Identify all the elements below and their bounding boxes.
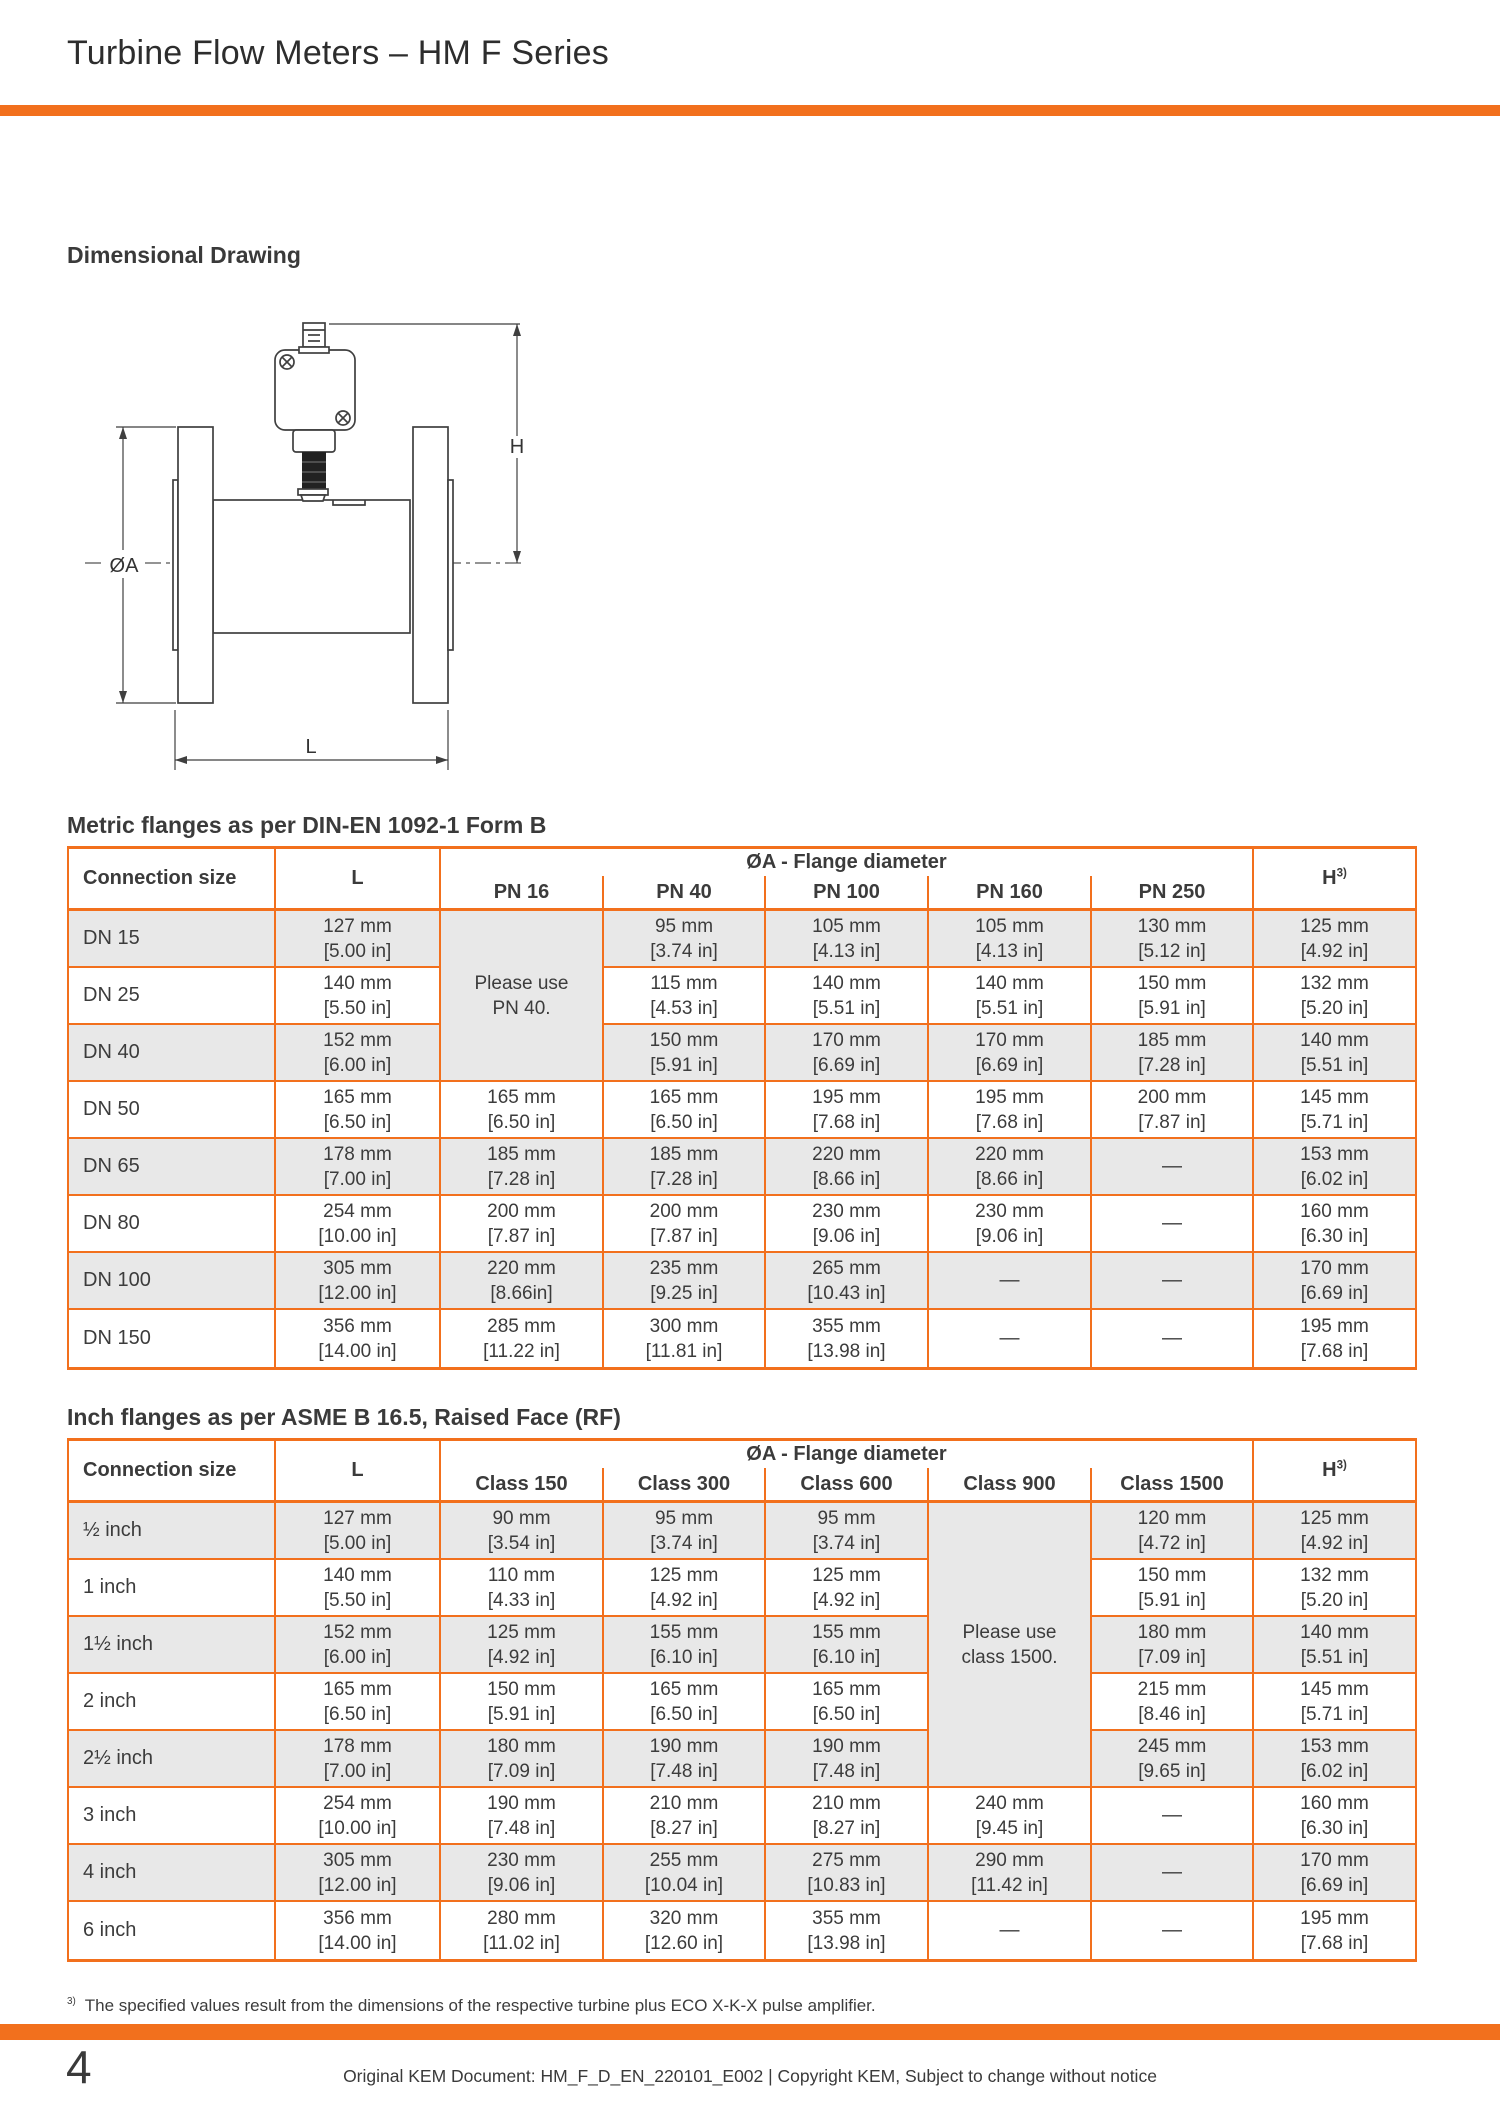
value-cell: 210 mm [8.27 in] (602, 1788, 764, 1845)
value-cell: 215 mm [8.46 in] (1090, 1674, 1252, 1731)
value-cell: 320 mm [12.60 in] (602, 1902, 764, 1959)
value-cell: — (1090, 1196, 1252, 1253)
value-cell: 356 mm [14.00 in] (274, 1902, 439, 1959)
value-cell: 95 mm [3.74 in] (764, 1503, 927, 1560)
value-cell: 153 mm [6.02 in] (1252, 1731, 1415, 1788)
table-row (69, 1196, 1415, 1253)
connection-size-label: DN 65 (69, 1139, 274, 1196)
value-cell: 152 mm [6.00 in] (274, 1025, 439, 1082)
connection-size-label: 6 inch (83, 1919, 137, 1941)
value-cell: — (927, 1253, 1090, 1310)
table-row (69, 1253, 1415, 1310)
value-cell: 178 mm [7.00 in] (274, 1139, 439, 1196)
stem (302, 452, 326, 490)
value-cell: 285 mm [11.22 in] (439, 1310, 602, 1367)
value-cell: — (1090, 1139, 1252, 1196)
page-number: 4 (66, 2041, 92, 2093)
inch-table-heading: Inch flanges as per ASME B 16.5, Raised Face (RF) (67, 1404, 621, 1430)
connection-size-label: 1 inch (69, 1560, 274, 1617)
value-cell: 356 mm [14.00 in] (274, 1310, 439, 1367)
value-cell: 300 mm [11.81 in] (602, 1310, 764, 1367)
value-cell: 145 mm [5.71 in] (1252, 1082, 1415, 1139)
value-cell: 280 mm [11.02 in] (439, 1902, 602, 1959)
value-cell: 150 mm [5.91 in] (1090, 1560, 1252, 1617)
col-header-flange-diameter-group: ØA - Flange diameter (439, 849, 1252, 876)
value-cell: 210 mm [8.27 in] (764, 1788, 927, 1845)
col-header-pn250: PN 250 (1090, 876, 1252, 911)
col-header-class900: Class 900 (927, 1468, 1090, 1503)
value-cell: 155 mm [6.10 in] (602, 1617, 764, 1674)
connection-size-label: DN 150 (83, 1327, 151, 1349)
col-header-pn100: PN 100 (764, 876, 927, 911)
table-row (69, 1082, 1415, 1139)
value-cell: 170 mm [6.69 in] (1252, 1845, 1415, 1902)
value-cell: 254 mm [10.00 in] (274, 1196, 439, 1253)
connection-size-label: DN 50 (69, 1082, 274, 1139)
value-cell: 140 mm [5.51 in] (927, 968, 1090, 1025)
value-cell: 165 mm [6.50 in] (439, 1082, 602, 1139)
value-cell: 178 mm [7.00 in] (274, 1731, 439, 1788)
value-cell: 235 mm [9.25 in] (602, 1253, 764, 1310)
value-cell: 95 mm [3.74 in] (602, 1503, 764, 1560)
value-cell: 170 mm [6.69 in] (764, 1025, 927, 1082)
table-row (69, 1139, 1415, 1196)
inch-flange-table (67, 1438, 1417, 1962)
table-row (69, 1560, 1415, 1617)
value-cell: 140 mm [5.50 in] (274, 968, 439, 1025)
value-cell: 127 mm [5.00 in] (274, 1503, 439, 1560)
value-cell: — (1090, 1253, 1252, 1310)
connection-size-label: ½ inch (69, 1503, 274, 1560)
table-row (69, 1731, 1415, 1788)
footer-text: Original KEM Document: HM_F_D_EN_220101_E002 | Copyright KEM, Subject to change without notice (343, 2066, 1157, 2086)
connection-size-label: DN 80 (69, 1196, 274, 1253)
value-cell: 95 mm [3.74 in] (602, 911, 764, 968)
flow-meter-drawing (80, 310, 540, 780)
connection-size-label: DN 40 (69, 1025, 274, 1082)
page-title: Turbine Flow Meters – HM F Series (67, 34, 609, 72)
left-flange (178, 427, 213, 703)
value-cell: 165 mm [6.50 in] (602, 1082, 764, 1139)
value-cell: 125 mm [4.92 in] (1252, 1503, 1415, 1560)
table-row (69, 1845, 1415, 1902)
table-row (69, 1310, 1415, 1367)
value-cell: 185 mm [7.28 in] (439, 1139, 602, 1196)
value-cell: 140 mm [5.51 in] (1252, 1617, 1415, 1674)
col-header-h: $H^{3)}$ (1252, 1441, 1415, 1503)
connection-size-label: DN 25 (69, 968, 274, 1025)
value-cell: — (1090, 1788, 1252, 1845)
value-cell: 190 mm [7.48 in] (764, 1731, 927, 1788)
value-cell: 160 mm [6.30 in] (1252, 1788, 1415, 1845)
dimensional-drawing-figure (80, 310, 540, 780)
metric-flange-table (67, 846, 1417, 1370)
value-cell: 140 mm [5.51 in] (764, 968, 927, 1025)
value-cell: 150 mm [5.91 in] (1090, 968, 1252, 1025)
right-flange (413, 427, 448, 703)
value-cell: 140 mm [5.50 in] (274, 1560, 439, 1617)
col-header-l: L (274, 1441, 439, 1503)
value-cell: 355 mm [13.98 in] (764, 1902, 927, 1959)
value-cell: 165 mm [6.50 in] (602, 1674, 764, 1731)
connection-size-label: 2½ inch (69, 1731, 274, 1788)
col-header-flange-diameter-group: ØA - Flange diameter (439, 1441, 1252, 1468)
value-cell: — (1090, 1310, 1252, 1367)
col-header-l: L (274, 849, 439, 911)
value-cell: 185 mm [7.28 in] (1090, 1025, 1252, 1082)
value-cell: 200 mm [7.87 in] (439, 1196, 602, 1253)
value-cell: 105 mm [4.13 in] (927, 911, 1090, 968)
footnote (67, 1996, 876, 2016)
col-header-class1500: Class 1500 (1090, 1468, 1252, 1503)
meter-body-outline (173, 323, 453, 703)
value-cell: 255 mm [10.04 in] (602, 1845, 764, 1902)
value-cell: 230 mm [9.06 in] (439, 1845, 602, 1902)
right-raised-face (448, 480, 453, 650)
value-cell: 165 mm [6.50 in] (274, 1674, 439, 1731)
header-rule (0, 105, 1500, 116)
value-cell: 160 mm [6.30 in] (1252, 1196, 1415, 1253)
value-cell: 195 mm [7.68 in] (1252, 1310, 1415, 1367)
table-row (69, 1674, 1415, 1731)
value-cell: 110 mm [4.33 in] (439, 1560, 602, 1617)
value-cell: 180 mm [7.09 in] (439, 1731, 602, 1788)
value-cell: 200 mm [7.87 in] (1090, 1082, 1252, 1139)
value-cell: 190 mm [7.48 in] (439, 1788, 602, 1845)
value-cell: 132 mm [5.20 in] (1252, 968, 1415, 1025)
value-cell: 240 mm [9.45 in] (927, 1788, 1090, 1845)
value-cell: 130 mm [5.12 in] (1090, 911, 1252, 968)
value-cell: 290 mm [11.42 in] (927, 1845, 1090, 1902)
value-cell: 140 mm [5.51 in] (1252, 1025, 1415, 1082)
col-header-pn160: PN 160 (927, 876, 1090, 911)
dimension-h-label: H (509, 436, 525, 458)
neck-fitting (293, 430, 335, 452)
value-cell: 275 mm [10.83 in] (764, 1845, 927, 1902)
table-row (69, 1617, 1415, 1674)
connection-size-label: 3 inch (69, 1788, 274, 1845)
value-cell: 105 mm [4.13 in] (764, 911, 927, 968)
drawing-heading: Dimensional Drawing (67, 242, 301, 268)
value-cell: 153 mm [6.02 in] (1252, 1139, 1415, 1196)
connection-size-label: DN 15 (69, 911, 274, 968)
value-cell: 150 mm [5.91 in] (439, 1674, 602, 1731)
connection-size-label: 4 inch (69, 1845, 274, 1902)
col-header-connection-size: Connection size (69, 1441, 274, 1503)
col-header-h: $H^{3)}$ (1252, 849, 1415, 911)
value-cell: — (1090, 1902, 1252, 1959)
value-cell: 90 mm [3.54 in] (439, 1503, 602, 1560)
value-cell: 125 mm [4.92 in] (764, 1560, 927, 1617)
footnote-text: The specified values result from the dimensions of the respective turbine plus ECO X-K-X pulse amplifier. (84, 1996, 876, 2015)
value-cell: — (927, 1902, 1090, 1959)
table-row (69, 1902, 1415, 1959)
value-cell: 125 mm [4.92 in] (602, 1560, 764, 1617)
value-cell: 185 mm [7.28 in] (602, 1139, 764, 1196)
value-cell: 180 mm [7.09 in] (1090, 1617, 1252, 1674)
connection-size-label: 1½ inch (69, 1617, 274, 1674)
merged-note-cell: Please use class 1500. (927, 1503, 1090, 1788)
connection-size-label: 2 inch (69, 1674, 274, 1731)
value-cell: 190 mm [7.48 in] (602, 1731, 764, 1788)
value-cell: 245 mm [9.65 in] (1090, 1731, 1252, 1788)
value-cell: — (927, 1310, 1090, 1367)
col-header-connection-size: Connection size (69, 849, 274, 911)
value-cell: 195 mm [7.68 in] (927, 1082, 1090, 1139)
value-cell: 195 mm [7.68 in] (764, 1082, 927, 1139)
value-cell: 125 mm [4.92 in] (1252, 911, 1415, 968)
col-header-class150: Class 150 (439, 1468, 602, 1503)
value-cell: 145 mm [5.71 in] (1252, 1674, 1415, 1731)
metric-table-heading: Metric flanges as per DIN-EN 1092-1 Form B (67, 812, 547, 838)
table-row (69, 968, 1415, 1025)
value-cell: 165 mm [6.50 in] (764, 1674, 927, 1731)
col-header-class300: Class 300 (602, 1468, 764, 1503)
table-row (69, 1788, 1415, 1845)
value-cell: 305 mm [12.00 in] (274, 1845, 439, 1902)
value-cell: 220 mm [8.66in] (439, 1253, 602, 1310)
col-header-class600: Class 600 (764, 1468, 927, 1503)
value-cell: 152 mm [6.00 in] (274, 1617, 439, 1674)
value-cell: 165 mm [6.50 in] (274, 1082, 439, 1139)
value-cell: 254 mm [10.00 in] (274, 1788, 439, 1845)
value-cell: 150 mm [5.91 in] (602, 1025, 764, 1082)
value-cell: 220 mm [8.66 in] (927, 1139, 1090, 1196)
value-cell: 200 mm [7.87 in] (602, 1196, 764, 1253)
table-row (69, 1503, 1415, 1560)
value-cell: 120 mm [4.72 in] (1090, 1503, 1252, 1560)
dimension-l-label: L (305, 736, 317, 758)
value-cell: 155 mm [6.10 in] (764, 1617, 927, 1674)
col-header-pn16: PN 16 (439, 876, 602, 911)
col-header-pn40: PN 40 (602, 876, 764, 911)
value-cell: 170 mm [6.69 in] (1252, 1253, 1415, 1310)
value-cell: 230 mm [9.06 in] (927, 1196, 1090, 1253)
value-cell: 132 mm [5.20 in] (1252, 1560, 1415, 1617)
dimension-diameter-label: ØA (109, 555, 139, 577)
connection-size-label: DN 100 (69, 1253, 274, 1310)
value-cell: 125 mm [4.92 in] (439, 1617, 602, 1674)
value-cell: 115 mm [4.53 in] (602, 968, 764, 1025)
value-cell: 195 mm [7.68 in] (1252, 1902, 1415, 1959)
value-cell: 265 mm [10.43 in] (764, 1253, 927, 1310)
value-cell: — (1090, 1845, 1252, 1902)
value-cell: 305 mm [12.00 in] (274, 1253, 439, 1310)
value-cell: 127 mm [5.00 in] (274, 911, 439, 968)
merged-note-cell: Please use PN 40. (439, 911, 602, 1082)
footnote-marker: 3) (67, 1996, 76, 2008)
table-row (69, 1025, 1415, 1082)
value-cell: 170 mm [6.69 in] (927, 1025, 1090, 1082)
table-row (69, 911, 1415, 968)
value-cell: 230 mm [9.06 in] (764, 1196, 927, 1253)
value-cell: 355 mm [13.98 in] (764, 1310, 927, 1367)
value-cell: 220 mm [8.66 in] (764, 1139, 927, 1196)
footer-rule (0, 2024, 1500, 2040)
